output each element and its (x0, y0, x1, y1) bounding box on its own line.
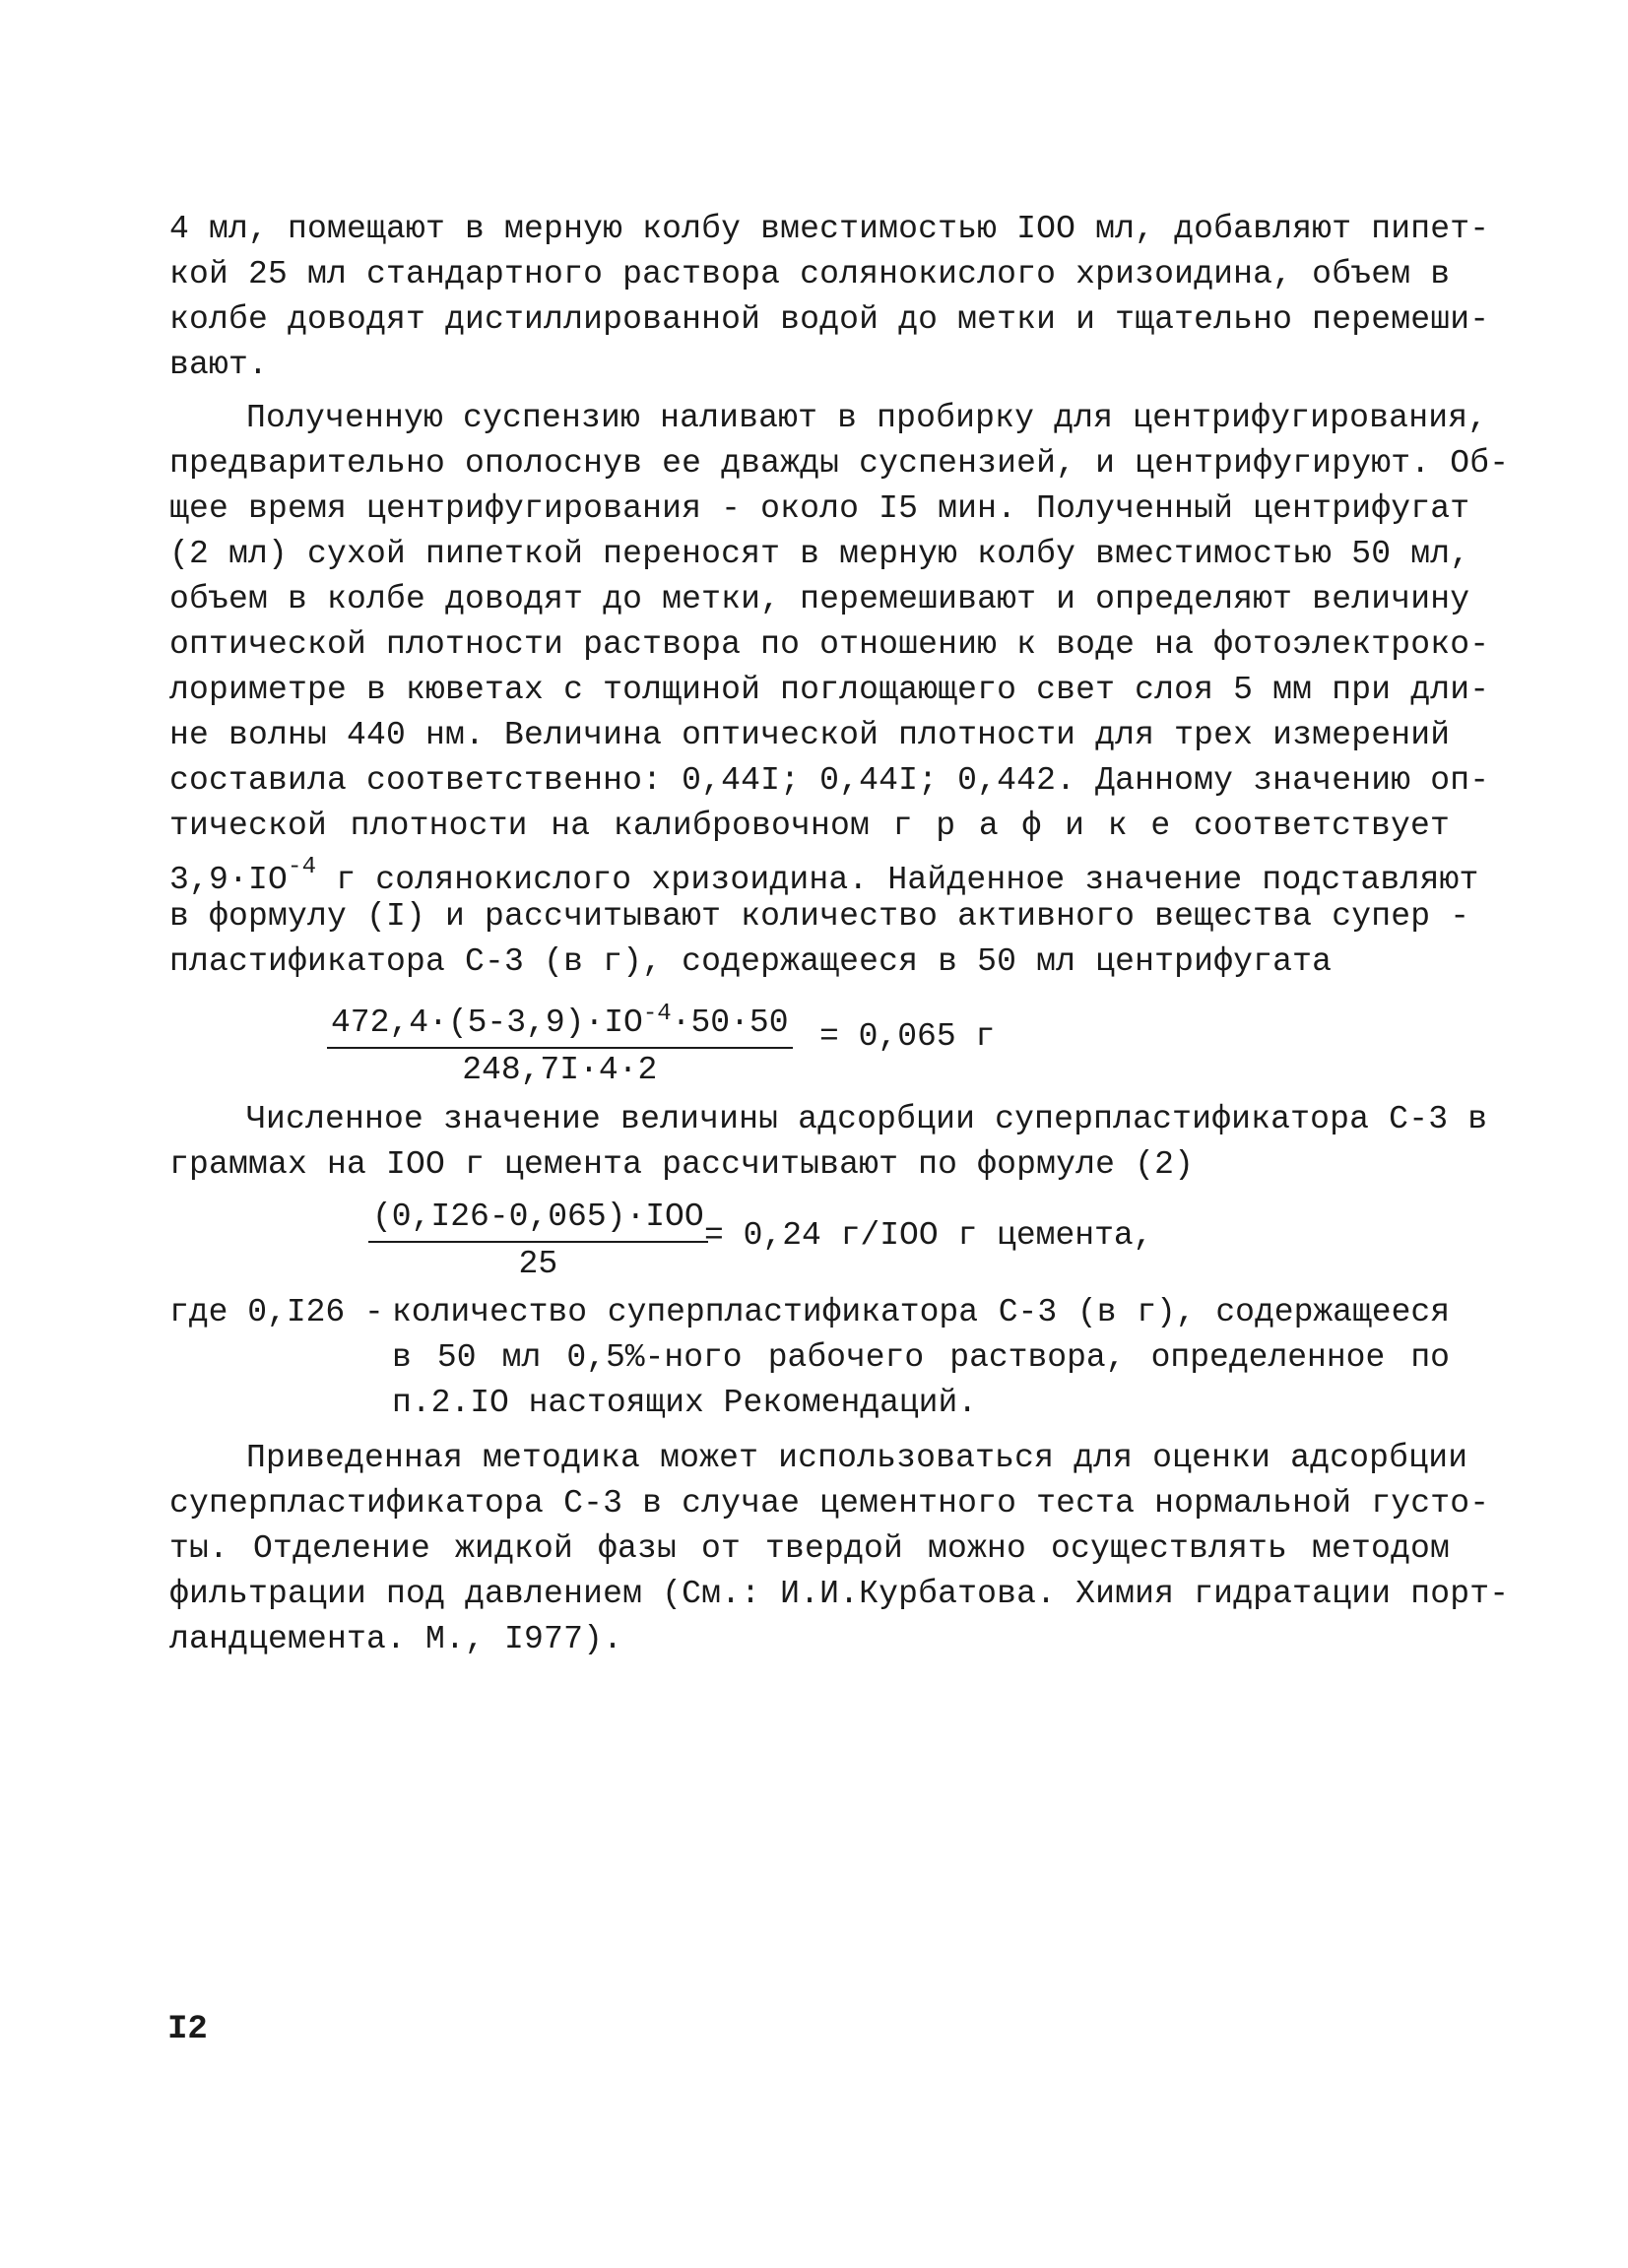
where-line: количество суперпластификатора С-3 (в г), содержащееся (392, 1294, 1450, 1330)
where-line: в 50 мл 0,5%-ного рабочего раствора, определенное по (392, 1339, 1450, 1376)
page-number: I2 (167, 2011, 208, 2048)
text-line: граммах на IOO г цемента рассчитывают по формуле (2) (169, 1146, 1195, 1183)
text-line: колбе доводят дистиллированной водой до метки и тщательно перемеши- (169, 301, 1490, 338)
text-line: ты. Отделение жидкой фазы от твердой можно осуществлять методом (169, 1530, 1450, 1567)
text-line: вают. (169, 347, 269, 383)
text-line: суперпластификатора С-3 в случае цементного теста нормальной густо- (169, 1485, 1490, 1522)
text-line: предварительно ополоснув ее дважды суспензией, и центрифугируют. Об- (169, 445, 1510, 482)
where-line: п.2.IO настоящих Рекомендаций. (392, 1385, 978, 1421)
text-line: в формулу (I) и рассчитывают количество активного вещества супер - (169, 898, 1470, 935)
text-line: Численное значение величины адсорбции суперпластификатора С-3 в (246, 1101, 1488, 1137)
text-line: не волны 440 нм. Величина оптической плотности для трех измерений (169, 717, 1451, 753)
formula-1-numerator: $472,4\cdot(5-3,9)\cdot IO^{-4}\cdot 50\cdot 50$ (327, 993, 793, 1049)
formula-1-fraction (327, 993, 793, 1092)
value-mantissa: 3,9·IO (169, 862, 289, 898)
text-line: составила соответственно: 0,44I; 0,44I; 0,442. Данному значению оп- (169, 762, 1490, 799)
formula-1-result: = 0,065 г (819, 1018, 996, 1055)
formula-1-denominator: 248,7I·4·2 (462, 1052, 658, 1088)
text-line: лориметре в кюветах с толщиной поглощающего свет слоя 5 мм при дли- (169, 672, 1490, 708)
text-line: пластификатора С-3 (в г), содержащееся в 50 мл центрифугата (169, 943, 1333, 980)
text-line: тической плотности на калибровочном г р а ф и к е соответствует (169, 808, 1450, 844)
formula-2-fraction (368, 1196, 708, 1286)
text-line: кой 25 мл стандартного раствора солянокислого хризоидина, объем в (169, 256, 1451, 292)
text-line: щее время центрифугирования - около I5 мин. Полученный центрифугат (169, 490, 1470, 527)
text-line: (2 мл) сухой пипеткой переносят в мерную колбу вместимостью 50 мл, (169, 536, 1470, 572)
text-line: ландцемента. М., I977). (169, 1621, 623, 1657)
text-line: 4 мл, помещают в мерную колбу вместимостью IOO мл, добавляют пипет- (169, 211, 1490, 247)
text-line: объем в колбе доводят до метки, перемешивают и определяют величину (169, 581, 1470, 617)
where-label: где 0,I26 - (169, 1294, 384, 1330)
formula-2-result: = 0,24 г/IOO г цемента, (704, 1217, 1153, 1254)
text-line: Приведенная методика может использоваться для оценки адсорбции (246, 1440, 1468, 1476)
text-line: фильтрации под давлением (См.: И.И.Курбатова. Химия гидратации порт- (169, 1576, 1510, 1612)
value-exponent: -4 (288, 854, 317, 880)
formula-2-numerator: (0,I26-0,065)·IOO (368, 1196, 708, 1243)
text-line: оптической плотности раствора по отношению к воде на фотоэлектроко- (169, 626, 1490, 663)
text-line-rest: г солянокислого хризоидина. Найденное значение подставляют (336, 862, 1479, 898)
text-line: Полученную суспензию наливают в пробирку для центрифугирования, (246, 400, 1488, 436)
formula-2-denominator: 25 (518, 1246, 558, 1282)
